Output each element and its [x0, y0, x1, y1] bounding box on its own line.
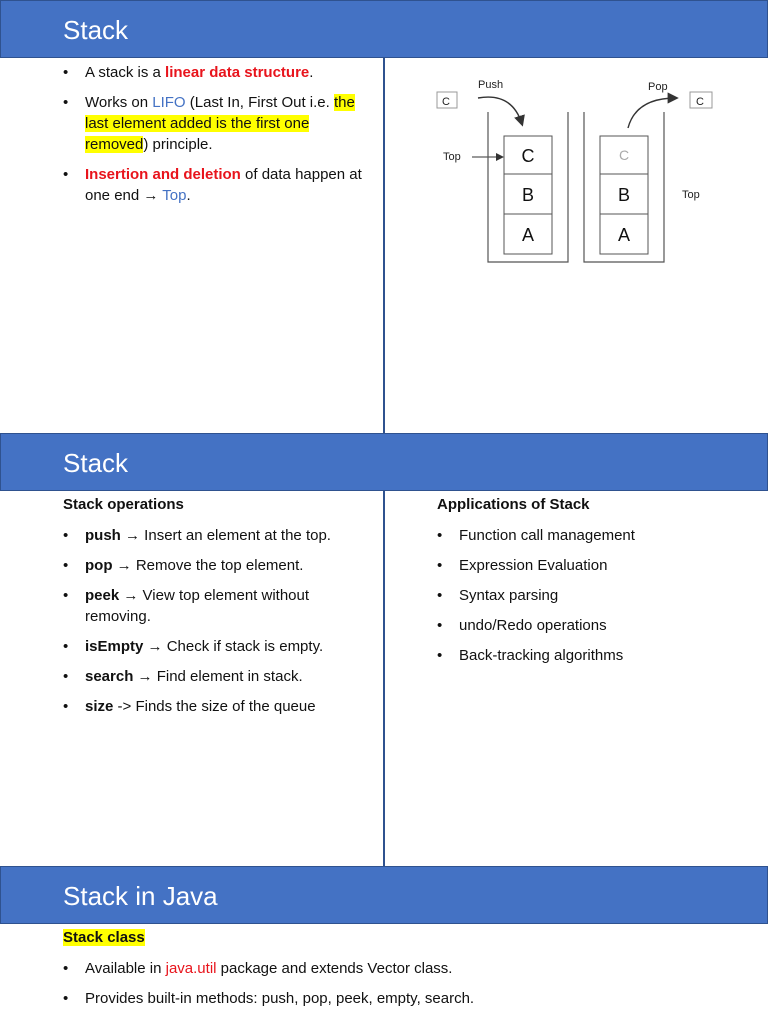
left-stack — [504, 136, 552, 254]
left-cell-a: A — [521, 225, 535, 245]
op-search: • search → Find element in stack. — [63, 666, 363, 687]
slide-3-title: Stack in Java — [63, 881, 218, 911]
applications-list — [437, 525, 747, 675]
slide-2-header — [0, 433, 768, 491]
top-label-right: Top — [682, 189, 700, 201]
op-isempty: • isEmpty → Check if stack is empty. — [63, 636, 363, 657]
right-cell-b: B — [617, 185, 631, 205]
insertion-deletion-highlight: Insertion and deletion — [85, 166, 241, 183]
right-cell-c-faded: C — [618, 147, 630, 163]
app-item: • Syntax parsing — [437, 585, 747, 606]
applications-heading: Applications of Stack — [437, 496, 590, 513]
lifo-highlight: LIFO — [152, 94, 186, 111]
push-label: Push — [478, 79, 504, 91]
push-arrow — [478, 97, 522, 124]
bullet-insertion-deletion: • Insertion and deletion of data happen at one end → Top. — [63, 164, 363, 206]
linear-data-structure-highlight: linear data structure — [165, 64, 310, 81]
app-item: • Expression Evaluation — [437, 555, 747, 576]
pop-label: Pop — [648, 81, 668, 93]
slide-1-bullet-list — [63, 62, 363, 215]
bullet-java-util: • Available in java.util package and extends Vector class. — [63, 958, 743, 979]
bullet-stack-definition: • A stack is a linear data structure. — [63, 62, 363, 83]
bullet-lifo: • Works on LIFO (Last In, First Out i.e. the last element added is the first one removed) principle. — [63, 92, 363, 155]
stack-class-heading: Stack class — [63, 929, 145, 946]
slide-1-column-divider — [383, 57, 385, 433]
slide-3 — [0, 866, 768, 1024]
stack-operations-list — [63, 525, 363, 726]
app-item: • Function call management — [437, 525, 747, 546]
bullet-builtin-methods: • Provides built-in methods: push, pop, peek, empty, search. — [63, 988, 743, 1009]
stack-operations-heading: Stack operations — [63, 496, 184, 513]
left-cell-b: B — [521, 185, 535, 205]
app-item: • undo/Redo operations — [437, 615, 747, 636]
app-item: • Back-tracking algorithms — [437, 645, 747, 666]
slide-1 — [0, 0, 768, 433]
pop-item-label: C — [696, 96, 704, 108]
slide-1-title: Stack — [63, 15, 129, 45]
slide-3-header — [0, 866, 768, 924]
op-peek: • peek → View top element without removing. — [63, 585, 363, 627]
slide-2 — [0, 433, 768, 866]
slide-2-column-divider — [383, 490, 385, 866]
lifo-explanation-highlight: the last element added is the first one removed — [85, 94, 355, 153]
push-pop-diagram — [430, 72, 730, 272]
top-highlight: Top — [162, 187, 187, 204]
op-pop: • pop → Remove the top element. — [63, 555, 363, 576]
right-stack — [600, 136, 648, 254]
java-util-highlight: java.util — [165, 960, 217, 977]
op-size: • size -> Finds the size of the queue — [63, 696, 363, 717]
op-push: • push → Insert an element at the top. — [63, 525, 363, 546]
pop-arrow — [628, 98, 676, 128]
right-cell-a: A — [617, 225, 631, 245]
slide-2-title: Stack — [63, 448, 129, 478]
push-item-label: C — [442, 96, 450, 108]
slide-1-header — [0, 0, 768, 58]
top-label-left: Top — [443, 151, 461, 163]
left-cell-c: C — [521, 146, 535, 166]
slide-3-bullet-list — [63, 958, 743, 1018]
